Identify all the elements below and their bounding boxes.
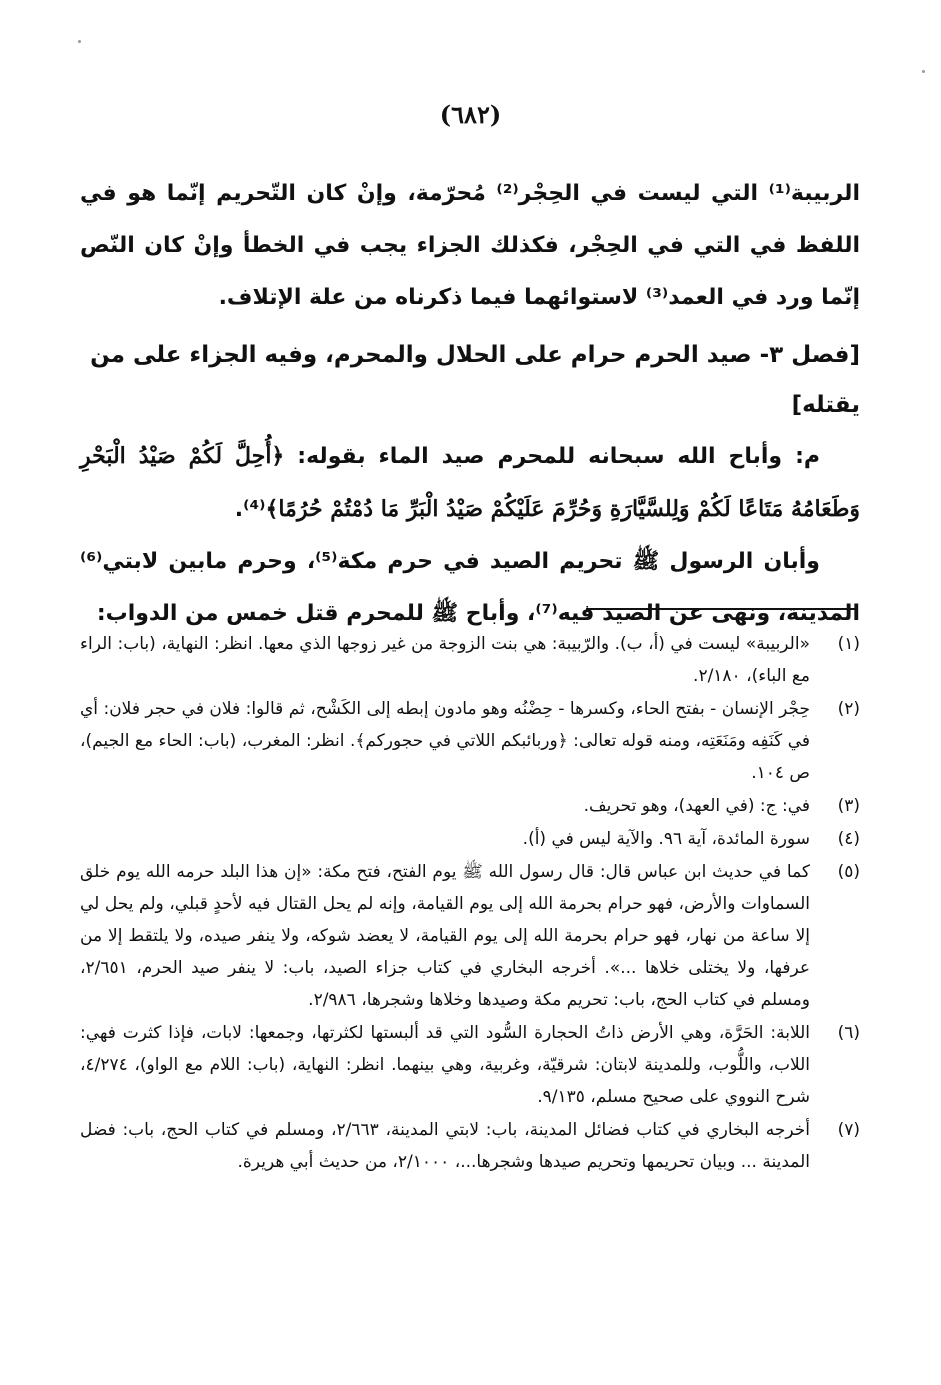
footnote-text: «الربيبة» ليست في (أ، ب). والرّبيبة: هي بنت الزوجة من غير زوجها الذي معها. انظر: النهاية، (باب: الراء مع الباء)، ٢/١٨٠. bbox=[80, 634, 810, 686]
footnote bbox=[80, 1114, 860, 1178]
footnote bbox=[80, 693, 860, 789]
paragraph-rabiba: الربيبة⁽¹⁾ التي ليست في الحِجْر⁽²⁾ مُحرّمة، وإنْ كان التّحريم إنّما هو في اللفظ في التي في الحِجْر، فكذلك الجزاء يجب في الخطأ وإنْ كان النّص إنّما ورد في العمد⁽³⁾ لاستوائهما فيما ذكرناه من علة الإتلاف. bbox=[80, 181, 860, 310]
footnote bbox=[80, 1017, 860, 1113]
footnote bbox=[80, 823, 860, 855]
footnote-separator bbox=[586, 608, 856, 610]
footnote-number: (٦) bbox=[837, 1023, 860, 1043]
footnote-text: أخرجه البخاري في كتاب فضائل المدينة، باب: لابتي المدينة، ٢/٦٦٣، ومسلم في كتاب الحج، باب: فضل المدينة ... وبيان تحريمها وتحريم صيدها وشجرها...، ٢/١٠٠٠، من حديث أبي هريرة. bbox=[80, 1120, 811, 1172]
footnote-text: حِجْر الإنسان - بفتح الحاء، وكسرها - حِضْنُه وهو مادون إبطه إلى الكَشْح، ثم قالوا: فلان في حجر فلان: أي في كَنَفِه ومَنَعَتِه، ومنه قوله تعالى: ﴿وربائبكم اللاتي في حجوركم﴾. انظر: المغرب، (باب: الحاء مع الجيم)، ص ١٠٤. bbox=[80, 699, 810, 783]
page-number: (٦٨٢) bbox=[439, 100, 502, 129]
footnote-ref: ⁽⁴⁾. bbox=[234, 497, 266, 522]
footnote-text: سورة المائدة، آية ٩٦. والآية ليس في (أ). bbox=[522, 829, 810, 849]
footnote-number: (٢) bbox=[837, 699, 860, 719]
footnote-text: اللابة: الحَرَّة، وهي الأرض ذاتُ الحجارة السُّود التي قد ألبستها لكثرتها، وجمعها: لابات، فإذا كثرت فهي: اللاب، واللُّوب، وللمدينة لابتان: شرقيّة، وغربية، وهي بينهما. انظر: النهاية، (باب: اللام مع الواو)، ٤/٢٧٤، شرح النووي على صحيح مسلم، ٩/١٣٥. bbox=[80, 1023, 810, 1107]
footnote bbox=[80, 628, 860, 692]
main-text bbox=[80, 168, 860, 640]
scan-speck bbox=[78, 40, 81, 43]
footnote-number: (٣) bbox=[837, 796, 860, 816]
footnote-text: في: ج: (في العهد)، وهو تحريف. bbox=[583, 796, 810, 816]
footnote-number: (١) bbox=[837, 634, 860, 654]
paragraph-sea-game bbox=[80, 430, 860, 536]
footnote bbox=[80, 790, 860, 822]
section-heading: [فصل ٣- صيد الحرم حرام على الحلال والمحرم، وفيه الجزاء على من يقتله] bbox=[90, 342, 860, 418]
quran-verse: ﴿أُحِلَّ لَكُمْ صَيْدُ الْبَحْرِ وَطَعَامُهُ مَتَاعًا لَكُمْ وَلِلسَّيَّارَةِ وَحُرِّمَ عَلَيْكُمْ صَيْدُ الْبَرِّ مَا دُمْتُمْ حُرُمًا﴾ bbox=[80, 443, 860, 522]
footnote-number: (٤) bbox=[837, 829, 860, 849]
scan-speck bbox=[922, 70, 925, 73]
footnote-number: (٥) bbox=[837, 862, 860, 882]
footnote-text: كما في حديث ابن عباس قال: قال رسول الله ﷺ يوم الفتح، فتح مكة: «إن هذا البلد حرمه الله يوم خلق السماوات والأرض، فهو حرام بحرمة الله إلى يوم القيامة، وإنه لم يحل القتال فيه لأحدٍ قبلي، ولم يحل لي إلا ساعة من نهار، فهو حرام بحرمة الله إلى يوم القيامة، لا يعضد شوكه، ولا ينفر صيده، ولا يلتقط إلا من عرفها، ولا يختلى خلاها ...». أخرجه البخاري في كتاب جزاء الصيد، باب: لا ينفر صيد الحرم، ٢/٦٥١، ومسلم في كتاب الحج، باب: تحريم مكة وصيدها وخلاها وشجرها، ٢/٩٨٦. bbox=[80, 862, 810, 1010]
footnote bbox=[80, 856, 860, 1016]
paragraph-sea-game-intro: م: وأباح الله سبحانه للمحرم صيد الماء بقوله: bbox=[284, 444, 820, 469]
footnotes bbox=[80, 628, 860, 1179]
footnote-number: (٧) bbox=[837, 1120, 860, 1140]
paragraph-haram: وأبان الرسول ﷺ تحريم الصيد في حرم مكة⁽⁵⁾، وحرم مابين لابتي⁽⁶⁾ المدينة، ونهى عن الصيد فيه⁽⁷⁾، وأباح ﷺ للمحرم قتل خمس من الدواب: bbox=[80, 549, 860, 626]
